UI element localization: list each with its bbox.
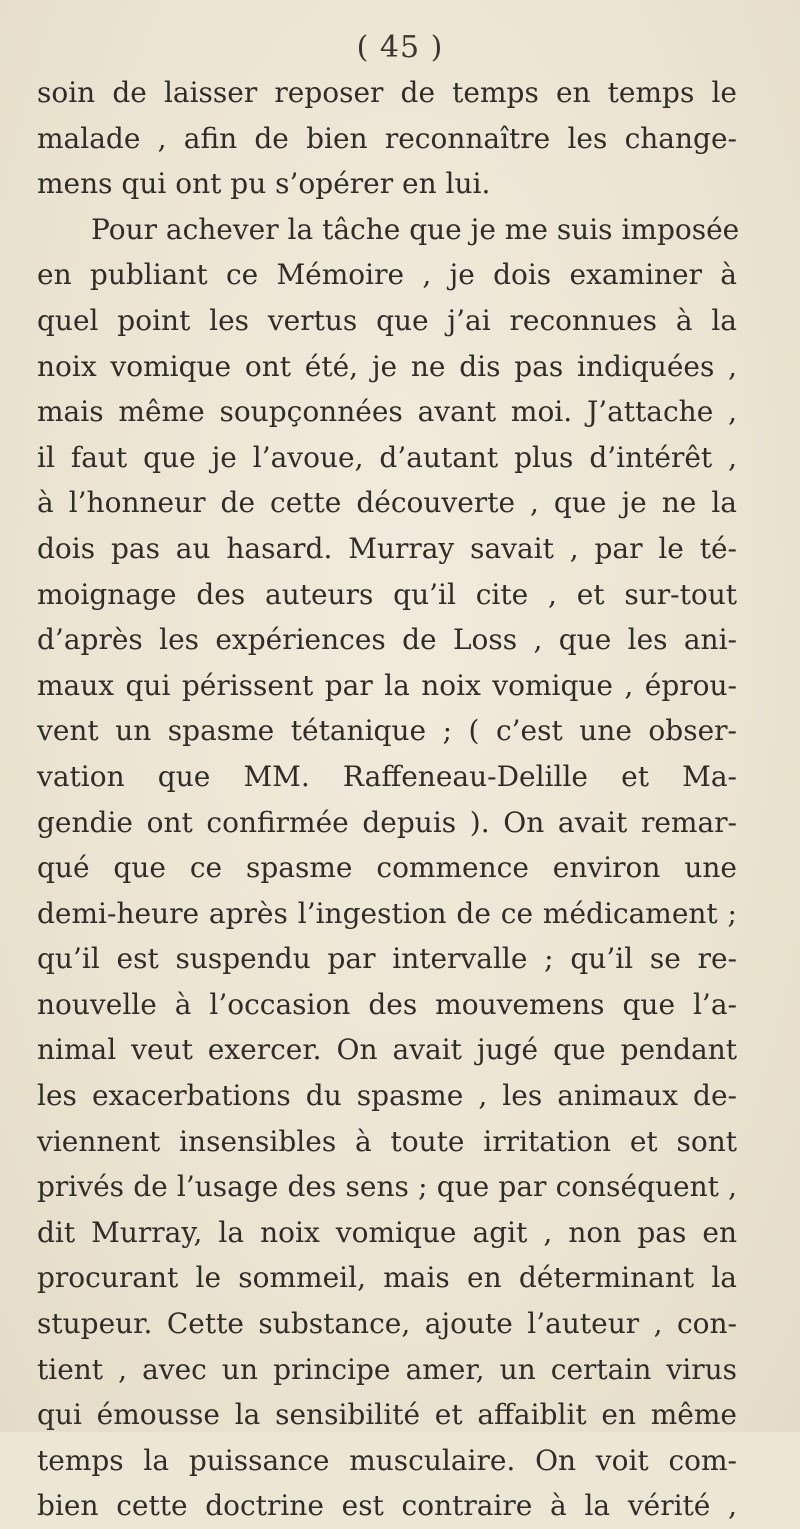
- text-line: maux qui périssent par la noix vomique , éprou-: [37, 668, 737, 702]
- text-line: nimal veut exercer. On avait jugé que pendant: [37, 1033, 737, 1067]
- page-number: ( 45 ): [356, 30, 444, 65]
- text-line: Pour achever la tâche que je me suis imposée: [91, 212, 740, 246]
- text-line: mais même soupçonnées avant moi. J’attache ,: [37, 395, 737, 429]
- text-line: privés de l’usage des sens ; que par conséquent ,: [37, 1170, 737, 1204]
- text-line: moignage des auteurs qu’il cite , et sur-tout: [37, 577, 737, 611]
- text-line: nouvelle à l’occasion des mouvemens que l’a-: [37, 987, 737, 1021]
- text-line: soin de laisser reposer de temps en temps le: [37, 76, 737, 109]
- text-line: malade , afin de bien reconnaître les change-: [37, 121, 737, 155]
- text-line: les exacerbations du spasme , les animaux de-: [37, 1079, 737, 1113]
- text-line: procurant le sommeil, mais en déterminant la: [37, 1261, 737, 1295]
- text-line: viennent insensibles à toute irritation et sont: [37, 1124, 737, 1158]
- text-line: en publiant ce Mémoire , je dois examiner à: [37, 258, 737, 292]
- text-line: vent un spasme tétanique ; ( c’est une obser-: [37, 714, 737, 748]
- text-line: à l’honneur de cette découverte , que je ne la: [37, 486, 737, 520]
- text-line: bien cette doctrine est contraire à la vérité ,: [37, 1489, 737, 1523]
- text-line: quel point les vertus que j’ai reconnues à la: [37, 303, 737, 337]
- text-line: d’après les expériences de Loss , que les ani-: [37, 623, 737, 657]
- text-line: gendie ont confirmée depuis ). On avait remar-: [37, 805, 737, 839]
- text-line: vation que MM. Raffeneau-Delille et Ma-: [37, 759, 737, 793]
- text-line: il faut que je l’avoue, d’autant plus d’intérêt ,: [37, 440, 737, 474]
- text-line: dit Murray, la noix vomique agit , non pas en: [37, 1215, 737, 1249]
- body-text: [37, 70, 740, 1529]
- text-line: tient , avec un principe amer, un certain virus: [37, 1352, 737, 1386]
- text-line: temps la puissance musculaire. On voit com-: [37, 1443, 737, 1477]
- text-line: demi-heure après l’ingestion de ce médicament ;: [37, 896, 737, 930]
- text-line: stupeur. Cette substance, ajoute l’auteur , con-: [37, 1307, 737, 1341]
- text-line: qui émousse la sensibilité et affaiblit en même: [37, 1398, 737, 1432]
- text-line: qué que ce spasme commence environ une: [37, 851, 737, 885]
- text-line: noix vomique ont été, je ne dis pas indiquées ,: [37, 349, 737, 383]
- text-line: dois pas au hasard. Murray savait , par le té-: [37, 531, 737, 565]
- text-line: mens qui ont pu s’opérer en lui.: [37, 167, 491, 201]
- text-line: qu’il est suspendu par intervalle ; qu’il se re-: [37, 942, 737, 976]
